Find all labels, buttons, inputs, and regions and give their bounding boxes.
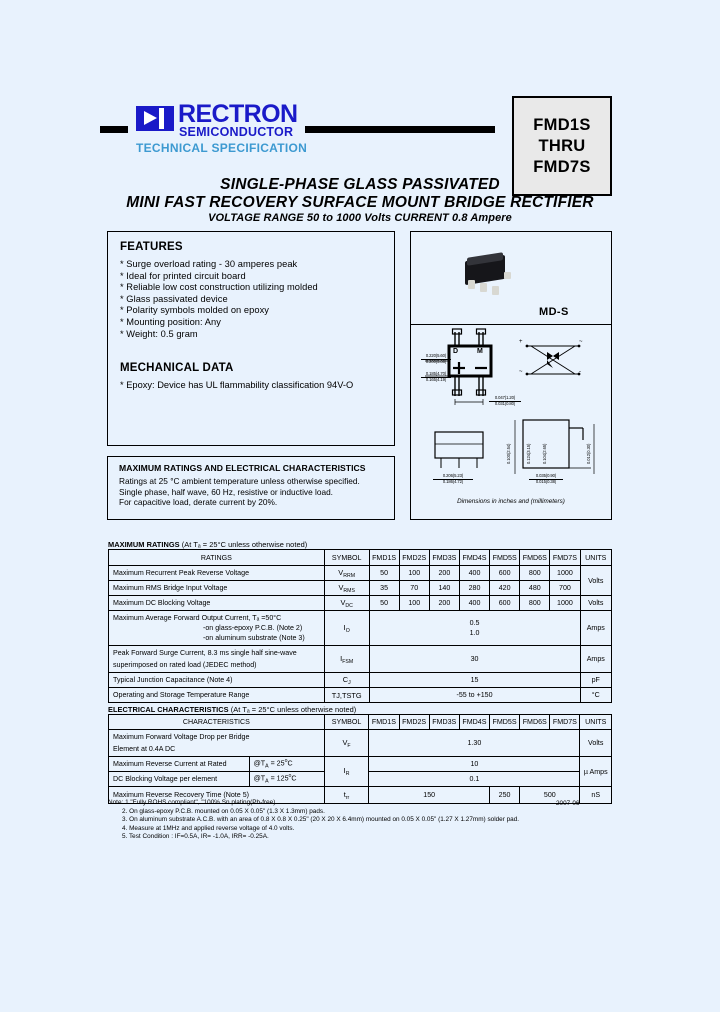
- col-fmd2s: FMD2S: [399, 550, 429, 566]
- value-cell: 400: [459, 596, 489, 611]
- dimension-label: 0.035(0.90): [529, 474, 563, 480]
- bridge-pin-ac1: ~: [579, 339, 583, 345]
- characteristic-label: Maximum Reverse Recovery Time (Note 5): [109, 787, 325, 804]
- span-value-cell: [369, 611, 580, 646]
- symbol-cell: $V_{DC}$: [324, 596, 369, 611]
- symbol-cell: $I_{FSM}$: [324, 646, 369, 673]
- condition-cell: $@T_A = 125^oC$: [249, 772, 324, 787]
- rating-label: Operating and Storage Temperature Range: [109, 688, 325, 703]
- marking-m: M: [477, 348, 483, 355]
- list-item: * Reliable low cost construction utilizing molded: [120, 282, 318, 293]
- value-cell: 140: [429, 581, 459, 596]
- notes-line-1: [108, 799, 618, 808]
- list-item: * Weight: 0.5 gram: [120, 328, 198, 339]
- brand-tagline: TECHNICAL SPECIFICATION: [136, 141, 308, 155]
- rating-label: Maximum DC Blocking Voltage: [109, 596, 325, 611]
- rating-label: Maximum Recurrent Peak Reverse Voltage: [109, 566, 325, 581]
- dimension-label: 0.206(5.23): [433, 474, 473, 480]
- rating-line-2: superimposed on rated load (JEDEC method): [113, 661, 257, 669]
- value-cell: 500: [520, 787, 580, 804]
- dimension-label: 0.185(4.70): [421, 372, 451, 378]
- col-fmd2s: FMD2S: [399, 715, 429, 730]
- value-cell: 600: [490, 596, 520, 611]
- col-fmd1s: FMD1S: [369, 550, 399, 566]
- value-primary: 0.5: [469, 619, 480, 627]
- features-box: [107, 231, 395, 446]
- list-item: * Ideal for printed circuit board: [120, 270, 246, 281]
- header-rule-right: [305, 126, 495, 133]
- dimension-label: 0.100(2.54): [506, 443, 511, 464]
- table-row: [109, 673, 612, 688]
- package-pin-icon: [480, 283, 487, 292]
- value-cell: 200: [429, 566, 459, 581]
- rating-label: [109, 611, 325, 646]
- units-cell: nS: [580, 787, 612, 804]
- note-line-2: Single phase, half wave, 60 Hz, resistive or inductive load.: [119, 486, 333, 497]
- value-cell: 100: [399, 596, 429, 611]
- dimension-label: 0.124(3.15): [526, 443, 531, 464]
- span-value-cell: 0.1: [369, 772, 580, 787]
- units-cell: µ Amps: [580, 757, 612, 787]
- marking-d: D: [453, 348, 458, 355]
- table-row: [109, 757, 612, 772]
- col-fmd7s: FMD7S: [550, 550, 580, 566]
- value-cell: 150: [369, 787, 490, 804]
- electrical-table-caption: [108, 705, 356, 714]
- package-pin-icon: [492, 286, 499, 295]
- characteristic-label: Maximum Reverse Current at Rated: [109, 757, 250, 772]
- rating-line-1: Peak Forward Surge Current, 8.3 ms single half sine-wave: [113, 649, 297, 657]
- span-value-cell: 15: [369, 673, 580, 688]
- features-list: [120, 259, 386, 340]
- note-line-3: For capacitive load, derate current by 20%.: [119, 497, 278, 508]
- caption-bold: MAXIMUM RATINGS: [108, 540, 180, 549]
- dimension-label: 0.200(5.08): [425, 359, 447, 364]
- characteristic-label: DC Blocking Voltage per element: [109, 772, 250, 787]
- value-cell: 50: [369, 566, 399, 581]
- col-fmd5s: FMD5S: [490, 715, 520, 730]
- dimension-label: 0.047(1.20): [489, 396, 521, 402]
- units-cell: °C: [580, 688, 611, 703]
- table-row: [109, 646, 612, 673]
- symbol-cell: $I_R$: [324, 757, 369, 787]
- part-number-thru: THRU: [538, 136, 586, 155]
- col-fmd3s: FMD3S: [429, 715, 459, 730]
- value-cell: 700: [550, 581, 580, 596]
- col-symbol: SYMBOL: [324, 715, 369, 730]
- value-cell: 480: [520, 581, 550, 596]
- mechanical-drawing: [411, 324, 611, 518]
- rating-line-2: -on glass-epoxy P.C.B. (Note 2): [203, 624, 303, 632]
- rating-label: Typical Junction Capacitance (Note 4): [109, 673, 325, 688]
- dimension-label: 0.186(4.72): [442, 479, 464, 484]
- dimension-label: 0.012(0.30): [586, 443, 591, 464]
- col-fmd6s: FMD6S: [520, 550, 550, 566]
- dimension-label: 0.165(4.19): [425, 377, 447, 382]
- symbol-cell: $V_F$: [324, 730, 369, 757]
- package-pin-icon: [504, 272, 511, 279]
- dimension-label: 0.031(0.80): [494, 401, 516, 406]
- units-cell: Volts: [580, 596, 611, 611]
- max-ratings-table: [108, 549, 612, 703]
- list-item: * Surge overload rating - 30 amperes peak: [120, 259, 298, 269]
- mechanical-data-heading: MECHANICAL DATA: [120, 362, 234, 374]
- bridge-pin-minus: -: [579, 369, 581, 375]
- span-value-cell: -55 to +150: [369, 688, 580, 703]
- revision-date: 2007-06: [556, 800, 580, 807]
- units-cell: Volts: [580, 566, 611, 596]
- rating-line-3: -on aluminum substrate (Note 3): [203, 634, 305, 642]
- package-label: MD-S: [539, 306, 569, 318]
- table-row: [109, 730, 612, 757]
- part-number-first: FMD1S: [533, 115, 591, 134]
- package-pin-icon: [468, 280, 475, 289]
- rectron-logo-icon: [136, 106, 174, 131]
- caption-rest: (At Tₐ = 25°C unless otherwise noted): [181, 540, 308, 549]
- table-header-row: [109, 715, 612, 730]
- value-cell: 100: [399, 566, 429, 581]
- note-item: 5. Test Condition : IF=0.5A, IR= -1.0A, IRR= -0.25A.: [122, 833, 269, 841]
- max-ratings-note-box: [107, 456, 395, 520]
- page-header: [0, 96, 720, 174]
- value-cell: 35: [369, 581, 399, 596]
- notes-label: Note:: [108, 799, 124, 806]
- part-number-last: FMD7S: [533, 157, 591, 176]
- value-cell: 1000: [550, 596, 580, 611]
- span-value-cell: 10: [369, 757, 580, 772]
- note-item: 3. On aluminum substrate A.C.B. with an area of 0.8 X 0.8 X 0.25" (20 X 20 X 6.4mm) mounted on 0.05 X 0.05" (1.27 X 1.27mm) solder pad.: [122, 816, 520, 824]
- electrical-characteristics-table: [108, 714, 612, 804]
- symbol-cell: $I_O$: [324, 611, 369, 646]
- col-units: UNITS: [580, 550, 611, 566]
- col-fmd3s: FMD3S: [429, 550, 459, 566]
- symbol-cell: $V_{RMS}$: [324, 581, 369, 596]
- bridge-pin-ac2: ~: [519, 369, 523, 375]
- col-fmd4s: FMD4S: [459, 550, 489, 566]
- value-cell: 1000: [550, 566, 580, 581]
- span-value-cell: 30: [369, 646, 580, 673]
- col-fmd5s: FMD5S: [490, 550, 520, 566]
- col-fmd1s: FMD1S: [369, 715, 399, 730]
- page-title-line3: VOLTAGE RANGE 50 to 1000 Volts CURRENT 0.8 Ampere: [208, 212, 512, 224]
- rating-line-1: Maximum Average Forward Output Current, Tₐ =50°C: [113, 614, 282, 622]
- table-row: [109, 581, 612, 596]
- caption-rest: (At Tₐ = 25°C unless otherwise noted): [230, 705, 357, 714]
- max-ratings-table-caption: [108, 540, 307, 549]
- page-title-line1: SINGLE-PHASE GLASS PASSIVATED: [220, 176, 500, 193]
- dimension-label: 0.015(0.38): [535, 479, 557, 484]
- rating-label: Maximum RMS Bridge Input Voltage: [109, 581, 325, 596]
- bridge-pin-plus: +: [519, 339, 523, 345]
- symbol-cell: $V_{RRM}$: [324, 566, 369, 581]
- list-item: * Mounting position: Any: [120, 316, 221, 327]
- table-header-row: [109, 550, 612, 566]
- drawing-caption: Dimensions in inches and (millimeters): [457, 498, 565, 505]
- value-cell: 600: [490, 566, 520, 581]
- symbol-cell: $t_{rr}$: [324, 787, 369, 804]
- col-units: UNITS: [580, 715, 612, 730]
- header-rule-left: [100, 126, 128, 133]
- col-symbol: SYMBOL: [324, 550, 369, 566]
- table-row: [109, 688, 612, 703]
- max-ratings-note-heading: MAXIMUM RATINGS AND ELECTRICAL CHARACTERISTICS: [119, 463, 366, 473]
- list-item: * Glass passivated device: [120, 293, 228, 304]
- units-cell: Volts: [580, 730, 612, 757]
- char-line-2: Element at 0.4A DC: [113, 745, 176, 753]
- list-item: * Polarity symbols molded on epoxy: [120, 305, 269, 316]
- dimension-label: 0.104(2.65): [542, 443, 547, 464]
- caption-bold: ELECTRICAL CHARACTERISTICS: [108, 705, 229, 714]
- max-ratings-note-lines: [119, 476, 360, 508]
- brand-name: RECTRON: [178, 100, 298, 128]
- note-item: 1."Fully ROHS compliant", "100% Sn plating(Pb-free).: [125, 799, 278, 806]
- note-item: 4. Measure at 1MHz and applied reverse voltage of 4.0 volts.: [122, 824, 295, 832]
- value-cell: 200: [429, 596, 459, 611]
- value-cell: 400: [459, 566, 489, 581]
- char-line-1: Maximum Forward Voltage Drop per Bridge: [113, 733, 250, 741]
- note-line-1: Ratings at 25 °C ambient temperature unless otherwise specified.: [119, 476, 360, 486]
- table-row: [109, 566, 612, 581]
- value-cell: 50: [369, 596, 399, 611]
- package-drawing-box: [410, 231, 612, 520]
- value-cell: 250: [490, 787, 520, 804]
- package-photo: [459, 254, 515, 296]
- notes-section: [108, 799, 618, 842]
- value-cell: 420: [490, 581, 520, 596]
- units-cell: Amps: [580, 611, 611, 646]
- condition-cell: $@T_A = 25^oC$: [249, 757, 324, 772]
- symbol-cell: $C_J$: [324, 673, 369, 688]
- value-secondary: 1.0: [469, 629, 480, 637]
- page-title-line2: MINI FAST RECOVERY SURFACE MOUNT BRIDGE RECTIFIER: [126, 194, 594, 211]
- symbol-cell: TJ,TSTG: [324, 688, 369, 703]
- rating-label: [109, 646, 325, 673]
- note-item: 2. On glass-epoxy P.C.B. mounted on 0.05 X 0.05" (1.3 X 1.3mm) pads.: [122, 807, 325, 815]
- span-value-cell: 1.30: [369, 730, 580, 757]
- table-row: [109, 611, 612, 646]
- value-cell: 800: [520, 596, 550, 611]
- table-row: [109, 596, 612, 611]
- brand-subtitle: SEMICONDUCTOR: [179, 125, 294, 139]
- units-cell: pF: [580, 673, 611, 688]
- value-cell: 70: [399, 581, 429, 596]
- units-cell: Amps: [580, 646, 611, 673]
- value-cell: 800: [520, 566, 550, 581]
- dimension-label: 0.220(5.60): [421, 354, 451, 360]
- col-fmd7s: FMD7S: [550, 715, 580, 730]
- col-characteristics: CHARACTERISTICS: [109, 715, 325, 730]
- col-fmd6s: FMD6S: [520, 715, 550, 730]
- features-heading: FEATURES: [120, 241, 183, 253]
- col-fmd4s: FMD4S: [459, 715, 489, 730]
- value-cell: 280: [459, 581, 489, 596]
- mechanical-data-text: * Epoxy: Device has UL flammability classification 94V-O: [120, 380, 354, 390]
- characteristic-label: [109, 730, 325, 757]
- col-ratings: RATINGS: [109, 550, 325, 566]
